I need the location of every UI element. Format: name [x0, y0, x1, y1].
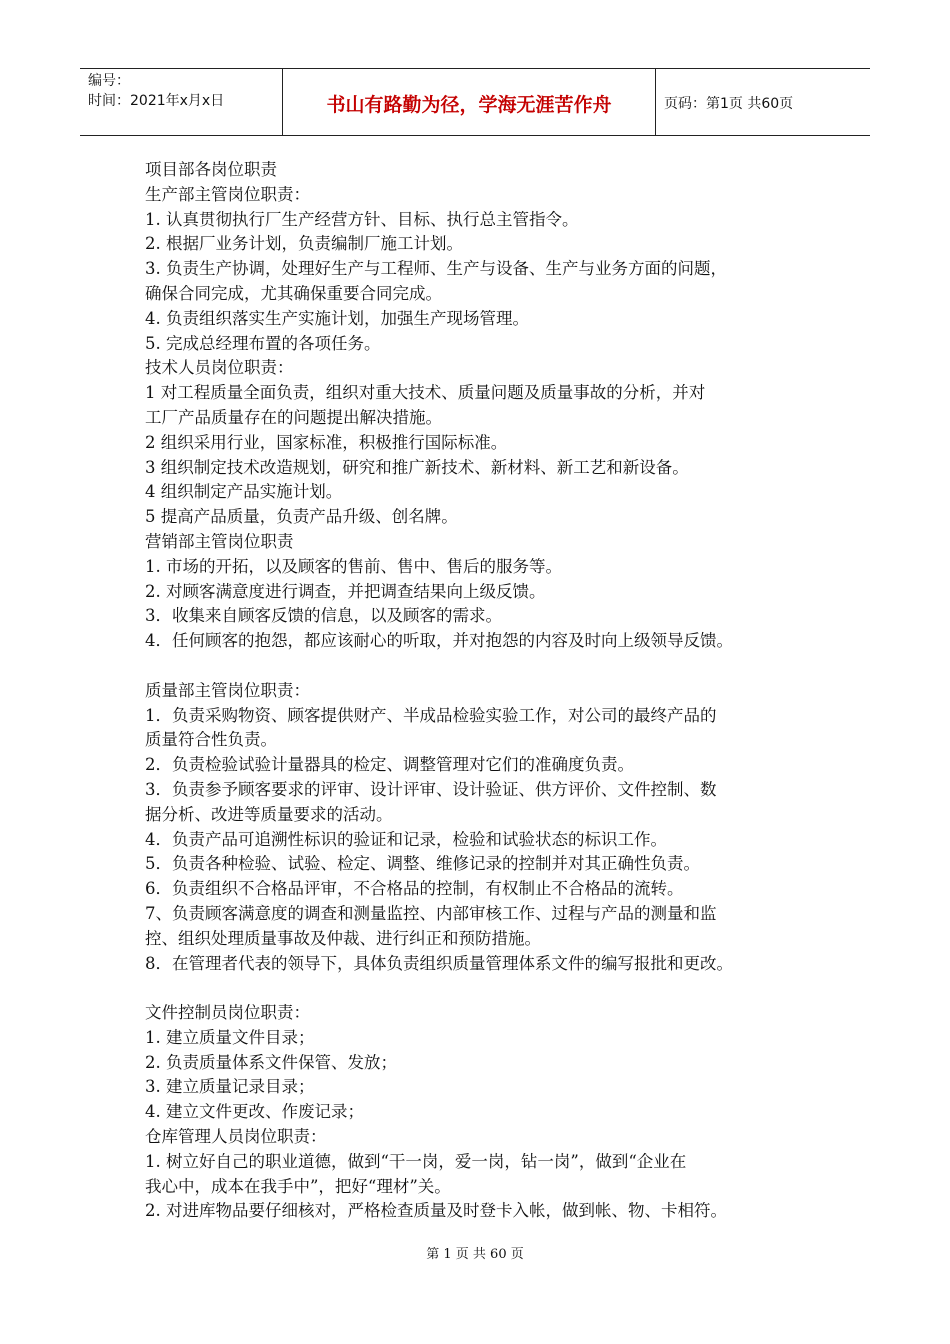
- text-line: 据分析、改进等质量要求的活动。: [145, 804, 393, 824]
- text-line: 7、负责顾客满意度的调查和测量监控、内部审核工作、过程与产品的测量和监: [145, 903, 717, 923]
- text-line: 控、组织处理质量事故及仲裁、进行纠正和预防措施。: [145, 928, 541, 948]
- text-line: 2 组织采用行业，国家标准，积极推行国际标准。: [145, 432, 508, 452]
- text-line: 4 组织制定产品实施计划。: [145, 482, 343, 502]
- text-line: 5. 完成总经理布置的各项任务。: [145, 333, 381, 353]
- text-line: 2. 对进库物品要仔细核对，严格检查质量及时登卡入帐，做到帐、物、卡相符。: [145, 1201, 727, 1221]
- text-line: 4. 建立文件更改、作废记录；: [145, 1102, 364, 1122]
- text-line: 2. 对顾客满意度进行调查，并把调查结果向上级反馈。: [145, 581, 546, 601]
- text-line: 1．负责采购物资、顾客提供财产、半成品检验实验工作，对公司的最终产品的: [145, 705, 717, 725]
- document-header: [80, 68, 870, 136]
- text-line: 我心中，成本在我手中”，把好“理材”关。: [145, 1176, 451, 1196]
- blank-line: [145, 976, 825, 1001]
- text-line: 技术人员岗位职责：: [145, 358, 294, 378]
- text-line: 4. 负责组织落实生产实施计划，加强生产现场管理。: [145, 308, 529, 328]
- text-line: 2. 负责质量体系文件保管、发放；: [145, 1052, 397, 1072]
- header-motto-cell: [283, 69, 656, 135]
- text-line: 2．负责检验试验计量器具的检定、调整管理对它们的准确度负责。: [145, 755, 634, 775]
- text-line: 3 组织制定技术改造规划，研究和推广新技术、新材料、新工艺和新设备。: [145, 457, 689, 477]
- text-line: 3. 建立质量记录目录；: [145, 1077, 315, 1097]
- text-line: 营销部主管岗位职责: [145, 531, 294, 551]
- text-line: 3. 负责生产协调，处理好生产与工程师、生产与设备、生产与业务方面的问题，: [145, 259, 727, 279]
- blank-line: [145, 654, 825, 679]
- text-line: 6．负责组织不合格品评审，不合格品的控制，有权制止不合格品的流转。: [145, 879, 684, 899]
- header-meta: [80, 69, 283, 135]
- text-line: 仓库管理人员岗位职责：: [145, 1127, 327, 1147]
- text-line: 质量部主管岗位职责：: [145, 680, 310, 700]
- page-footer: 第 1 页 共 60 页: [426, 1247, 524, 1262]
- text-line: 1 对工程质量全面负责，组织对重大技术、质量问题及质量事故的分析，并对: [145, 383, 706, 403]
- text-line: 工厂产品质量存在的问题提出解决措施。: [145, 407, 442, 427]
- text-line: 3．负责参予顾客要求的评审、设计评审、设计验证、供方评价、文件控制、数: [145, 779, 717, 799]
- text-line: 4．负责产品可追溯性标识的验证和记录，检验和试验状态的标识工作。: [145, 829, 667, 849]
- text-line: 1. 市场的开拓，以及顾客的售前、售中、售后的服务等。: [145, 556, 562, 576]
- text-line: 5．负责各种检验、试验、检定、调整、维修记录的控制并对其正确性负责。: [145, 854, 700, 874]
- text-line: 质量符合性负责。: [145, 730, 277, 750]
- text-line: 8．在管理者代表的领导下，具体负责组织质量管理体系文件的编写报批和更改。: [145, 953, 733, 973]
- text-line: 1. 认真贯彻执行厂生产经营方针、目标、执行总主管指令。: [145, 209, 579, 229]
- text-line: 4．任何顾客的抱怨，都应该耐心的听取，并对抱怨的内容及时向上级领导反馈。: [145, 631, 733, 651]
- text-line: 1. 建立质量文件目录；: [145, 1027, 315, 1047]
- header-page-info: 页码：第1页 共60页: [664, 96, 794, 112]
- document-body: [145, 158, 825, 1224]
- text-line: 1. 树立好自己的职业道德，做到“干一岗，爱一岗，钻一岗”，做到“企业在: [145, 1151, 687, 1171]
- text-line: 项目部各岗位职责: [145, 160, 277, 179]
- text-line: 3．收集来自顾客反馈的信息，以及顾客的需求。: [145, 606, 502, 626]
- text-line: 生产部主管岗位职责：: [145, 184, 310, 204]
- header-motto: 书山有路勤为径，学海无涯苦作舟: [326, 93, 612, 116]
- text-line: 2. 根据厂业务计划，负责编制厂施工计划。: [145, 234, 463, 254]
- text-line: 文件控制员岗位职责：: [145, 1003, 310, 1023]
- text-line: 确保合同完成，尤其确保重要合同完成。: [145, 283, 442, 303]
- text-line: 5 提高产品质量，负责产品升级、创名牌。: [145, 507, 458, 527]
- document-number-label: 编号：: [88, 73, 130, 89]
- document-date-label: 时间：2021年x月x日: [88, 93, 225, 109]
